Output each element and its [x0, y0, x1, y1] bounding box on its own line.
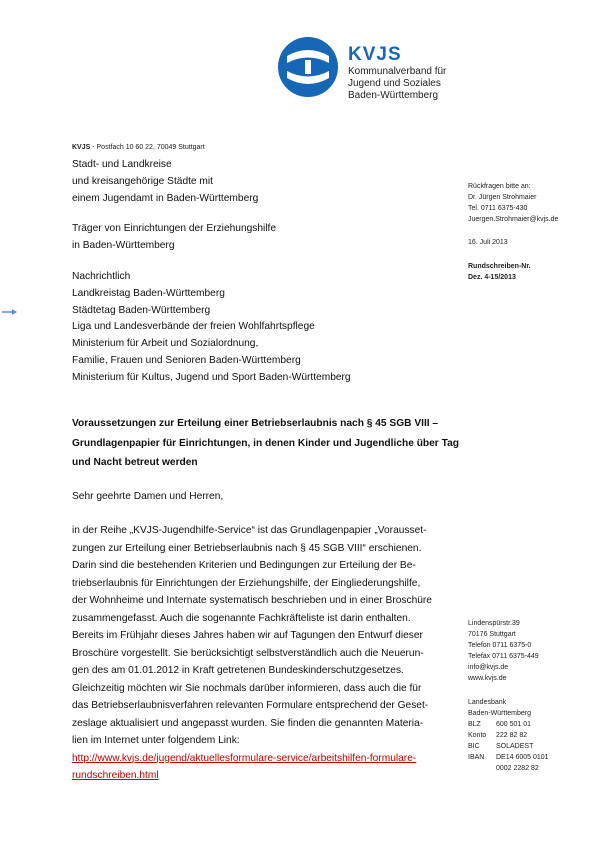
contact-line: Dr. Jürgen Strohmaier	[468, 194, 537, 201]
body-line: in der Reihe „KVJS-Jugendhilfe-Service“ ist das Grundlagenpapier „Vorausset-	[72, 525, 427, 536]
sender-address: - Postfach 10 60 22, 70049 Stuttgart	[90, 144, 205, 151]
arrow-right-icon	[2, 308, 18, 316]
subject-heading: Voraussetzungen zur Erteilung einer Betriebserlaubnis nach § 45 SGB VIII – Grundlagenpapier für Einrichtungen, in denen Kinder und Jugendliche über Tag und Nacht betreut werden	[72, 418, 459, 468]
contact-line: Rückfragen bitte an:	[468, 183, 531, 190]
recipient-line: Ministerium für Kultus, Jugend und Sport Baden-Württemberg	[72, 371, 351, 383]
body-line: Darin sind die bestehenden Kriterien und Bedingungen zur Erteilung der Be-	[72, 560, 416, 571]
bank-block	[468, 697, 549, 774]
recipient-line: Stadt- und Landkreise	[72, 159, 172, 170]
brand-line: Kommunalverband für	[348, 66, 447, 77]
recipient-group-3	[72, 269, 351, 387]
address-line: Telefon 0711 6375-0	[468, 642, 532, 649]
recipient-group-2	[72, 221, 276, 255]
body-line: zeslage aktualisiert und angepasst wurden. Sie finden die genannten Materia-	[72, 717, 424, 729]
body-line: triebserlaubnis für Einrichtungen der Erziehungshilfe, der Eingliederungshilfe,	[72, 577, 421, 589]
brand-line: Baden-Württemberg	[348, 90, 439, 101]
contact-block	[468, 181, 558, 225]
recipient-line: Städtetag Baden-Württemberg	[72, 304, 211, 316]
body-line: lien im Internet unter folgendem Link:	[72, 735, 240, 746]
recipient-line: Ministerium für Arbeit und Sozialordnung,	[72, 338, 259, 350]
circular-block	[468, 261, 531, 283]
address-web-link[interactable]: www.kvjs.de	[468, 675, 507, 682]
letter-date: 16. Juli 2013	[468, 239, 508, 246]
download-link-cont[interactable]: rundschreiben.html	[72, 770, 159, 781]
brand-line: Jugend und Soziales	[348, 78, 441, 89]
bank-row: IBAN DE14 6005 0101	[468, 754, 549, 761]
address-email-link[interactable]: info@kvjs.de	[468, 664, 509, 671]
bank-row: BLZ 600 501 01	[468, 721, 532, 728]
bank-row: Konto 222 82 82	[468, 732, 528, 739]
contact-line: Tel. 0711 6375-430	[468, 205, 528, 212]
bank-name: Landesbank	[468, 699, 507, 706]
recipient-line: Liga und Landesverbände der freien Wohlfahrtspflege	[72, 321, 315, 333]
brand-block	[348, 44, 528, 102]
sender-org: KVJS	[72, 144, 91, 151]
kvjs-logo-icon	[277, 36, 339, 98]
recipient-line: Nachrichtlich	[72, 271, 131, 282]
brand-name: KVJS	[348, 44, 402, 65]
recipient-line: Landkreistag Baden-Württemberg	[72, 287, 225, 299]
body-line: gen des am 01.01.2012 in Kraft getretenen Bundeskinderschutzgesetzes.	[72, 665, 404, 676]
circular-label: Rundschreiben-Nr.	[468, 263, 531, 270]
recipient-line: Familie, Frauen und Senioren Baden-Württemberg	[72, 354, 301, 366]
bank-name: Baden-Württemberg	[468, 710, 532, 717]
address-line: Lindenspürstr.39	[468, 620, 520, 627]
recipient-line: Träger von Einrichtungen der Erziehungshilfe	[72, 223, 277, 234]
address-line: 70176 Stuttgart	[468, 631, 516, 638]
download-link[interactable]: http://www.kvjs.de/jugend/aktuellesformulare-service/arbeitshilfen-formulare-	[72, 752, 417, 764]
body-line: das Betriebserlaubnisverfahren relevanten Formulare entsprechend der Geset-	[72, 700, 429, 711]
sender-line	[72, 144, 205, 151]
recipient-line: in Baden-Württemberg	[72, 239, 175, 251]
address-block	[468, 618, 539, 684]
bank-row: 0002 2282 82	[496, 765, 539, 772]
salutation: Sehr geehrte Damen und Herren,	[72, 491, 224, 502]
recipient-group-1	[72, 157, 258, 207]
circular-number: Dez. 4-15/2013	[468, 274, 516, 281]
recipient-line: einem Jugendamt in Baden-Württemberg	[72, 192, 259, 204]
body-text	[72, 522, 472, 785]
body-line: zusammengefasst. Auch die sogenannte Fachkräfteliste ist darin enthalten.	[72, 612, 411, 624]
body-line: Gleichzeitig möchten wir Sie nochmals darüber informieren, dass auch die für	[72, 682, 422, 694]
body-line: zungen zur Erteilung einer Betriebserlaubnis nach § 45 SGB VIII“ erschienen.	[72, 542, 422, 554]
body-line: der Wohnheime und Internate systematisch beschrieben und in einer Broschüre	[72, 595, 432, 606]
address-line: Telefax 0711 6375-449	[468, 653, 539, 660]
recipient-line: und kreisangehörige Städte mit	[72, 175, 214, 187]
bank-row: BIC SOLADEST	[468, 743, 534, 750]
contact-email-link[interactable]: Juergen.Strohmaier@kvjs.de	[468, 216, 559, 223]
body-line: Bereits im Frühjahr dieses Jahres haben wir auf Tagungen den Entwurf dieser	[72, 630, 423, 641]
body-line: Broschüre vorgestellt. Sie berücksichtigt selbstverständlich auch die Neuerun-	[72, 647, 424, 659]
